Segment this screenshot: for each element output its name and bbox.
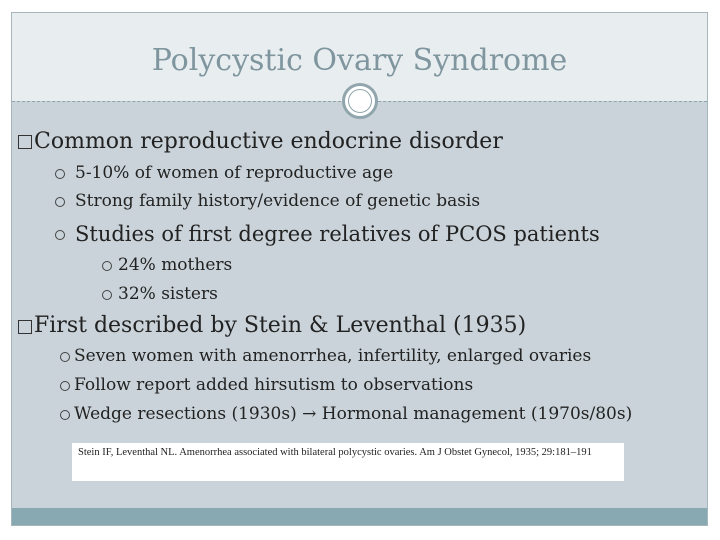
circle-bullet-icon bbox=[55, 169, 65, 179]
bullet-level1: First described by Stein & Leventhal (1935) bbox=[34, 313, 527, 338]
footer-bar bbox=[12, 508, 707, 525]
circle-bullet-icon bbox=[55, 230, 65, 240]
square-bullet-icon bbox=[18, 135, 32, 149]
bullet-level2: Strong family history/evidence of genetic basis bbox=[75, 191, 481, 211]
square-bullet-icon bbox=[18, 320, 32, 334]
bullet-level2: Seven women with amenorrhea, infertility, enlarged ovaries bbox=[74, 346, 592, 366]
bullet-level3: 32% sisters bbox=[118, 284, 218, 304]
circle-bullet-icon bbox=[102, 261, 112, 271]
bullet-level2: Studies of first degree relatives of PCOS patients bbox=[75, 222, 600, 246]
bullet-level2: Wedge resections (1930s) → Hormonal management (1970s/80s) bbox=[74, 404, 633, 424]
ring-ornament-icon bbox=[342, 83, 378, 119]
bullet-level2: 5-10% of women of reproductive age bbox=[75, 163, 394, 183]
circle-bullet-icon bbox=[60, 352, 70, 362]
circle-bullet-icon bbox=[55, 197, 65, 207]
circle-bullet-icon bbox=[60, 410, 70, 420]
bullet-level1: Common reproductive endocrine disorder bbox=[34, 129, 503, 154]
bullet-level2: Follow report added hirsutism to observations bbox=[74, 375, 474, 395]
slide-title: Polycystic Ovary Syndrome bbox=[151, 43, 568, 78]
circle-bullet-icon bbox=[60, 381, 70, 391]
reference-citation: Stein IF, Leventhal NL. Amenorrhea associated with bilateral polycystic ovaries. Am J Obstet Gynecol, 1935; 29:181–191 bbox=[72, 443, 624, 481]
bullet-level3: 24% mothers bbox=[118, 255, 233, 275]
circle-bullet-icon bbox=[102, 290, 112, 300]
